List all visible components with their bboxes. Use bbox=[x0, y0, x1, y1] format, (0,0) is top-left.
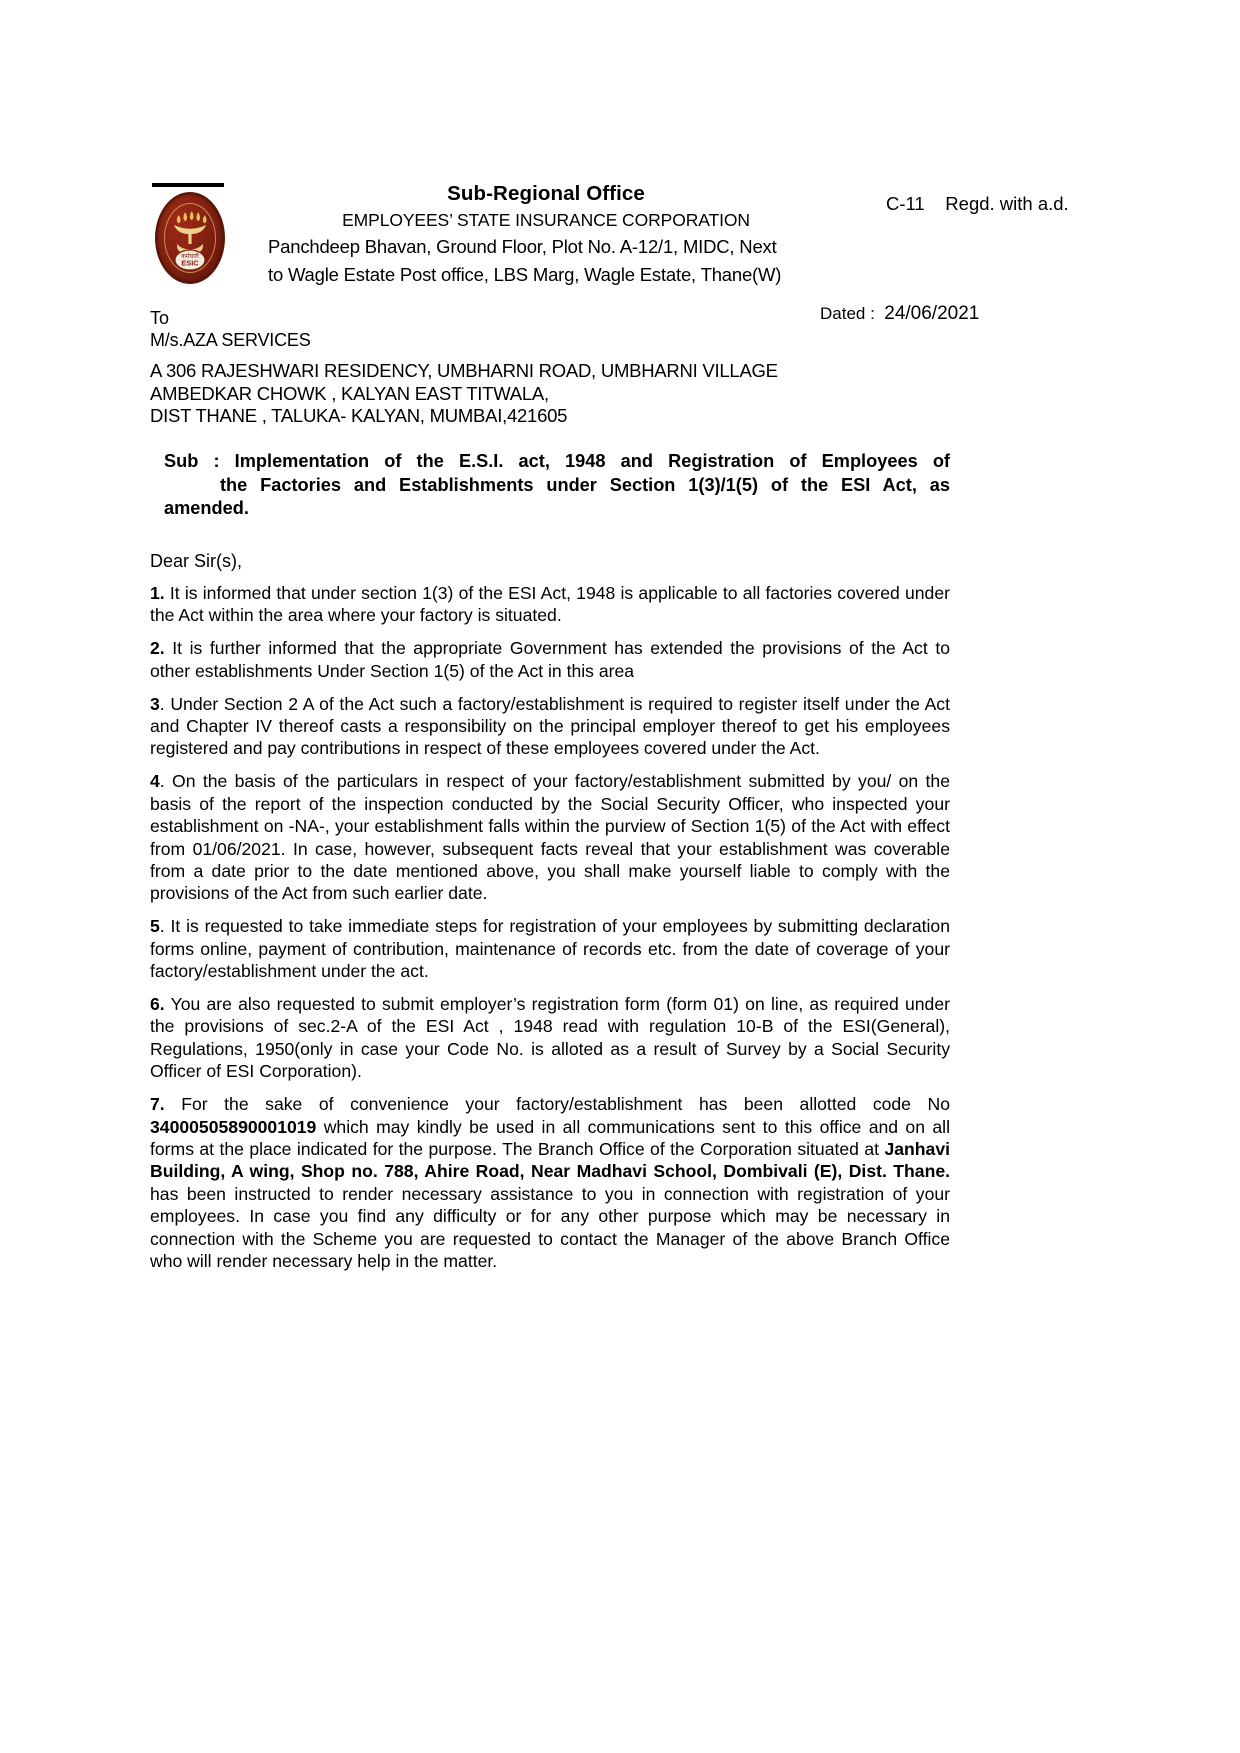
svg-text:ESIC: ESIC bbox=[181, 258, 199, 268]
paragraph-4 bbox=[150, 770, 950, 904]
subject-line-3: amended. bbox=[164, 498, 249, 518]
recipient-name: M/s.AZA SERVICES bbox=[150, 330, 311, 350]
recipient-address-line: A 306 RAJESHWARI RESIDENCY, UMBHARNI ROAD, UMBHARNI VILLAGE bbox=[150, 360, 778, 381]
subject-line-2: the Factories and Establishments under Section 1(3)/1(5) of the ESI Act, as bbox=[220, 474, 950, 495]
paragraph-text: . On the basis of the particulars in respect of your factory/establishment submitted by you/ on the basis of the report of the inspection conducted by the Social Security Officer, who inspected your establishment on -NA-, your establishment falls within the purview of Section 1(5) of the Act with effect from 01/06/2021. In case, however, subsequent facts reveal that your establishment was coverable from a date prior to the date mentioned above, you shall make yourself liable to comply with the provisions of the Act from such earlier date. bbox=[150, 771, 950, 904]
paragraph-7-part-2: which may kindly be used in all communications sent to this office and on all forms at the place indicated for the purpose. The Branch Office of the Corporation situated at bbox=[150, 1116, 950, 1159]
paragraph-5 bbox=[150, 915, 950, 982]
paragraph-number: 1. bbox=[150, 583, 165, 603]
esic-emblem-icon bbox=[155, 192, 225, 284]
organisation-name: EMPLOYEES’ STATE INSURANCE CORPORATION bbox=[342, 210, 750, 230]
letterhead-center bbox=[246, 180, 846, 289]
branch-office-address: Janhavi Building, A wing, Shop no. 788, Ahire Road, Near Madhavi School, Dombivali (E), Dist. Thane. bbox=[150, 1138, 950, 1182]
esic-logo bbox=[150, 180, 232, 292]
paragraph-number: 5 bbox=[150, 916, 160, 937]
subject-block bbox=[150, 450, 950, 521]
office-address-line-1: Panchdeep Bhavan, Ground Floor, Plot No. A-12/1, MIDC, Next bbox=[268, 236, 777, 257]
paragraph-text: . Under Section 2 A of the Act such a factory/establishment is required to register itself under the Act and Chapter IV thereof casts a responsibility on the principal employer thereof to get his employees registered and pay contributions in respect of these employees covered under the Act. bbox=[150, 693, 950, 759]
employer-code-number: 34000505890001019 bbox=[150, 1116, 317, 1137]
paragraph-text: . It is requested to take immediate steps for registration of your employees by submitting declaration forms online, payment of contribution, maintenance of records etc. from the date of coverage of your factory/establishment under the act. bbox=[150, 916, 950, 982]
letter-body bbox=[150, 582, 950, 1283]
recipient-address-line: DIST THANE , TALUKA- KALYAN, MUMBAI,421605 bbox=[150, 405, 568, 426]
paragraph-3 bbox=[150, 693, 950, 760]
office-title: Sub-Regional Office bbox=[447, 182, 645, 205]
paragraph-number: 3 bbox=[150, 693, 160, 714]
paragraph-number: 2. bbox=[150, 638, 165, 659]
letterhead-right bbox=[886, 191, 1069, 217]
to-label: To bbox=[150, 308, 170, 328]
dated-label: Dated : bbox=[820, 304, 875, 323]
dated-block bbox=[820, 302, 979, 326]
paragraph-7 bbox=[150, 1093, 950, 1272]
regd-note: Regd. with a.d. bbox=[945, 193, 1069, 214]
office-address-line-2: to Wagle Estate Post office, LBS Marg, Wagle Estate, Thane(W) bbox=[268, 264, 782, 285]
logo-top-rule bbox=[152, 183, 224, 187]
paragraph-2 bbox=[150, 637, 950, 682]
paragraph-1 bbox=[150, 582, 950, 627]
paragraph-number: 6. bbox=[150, 994, 165, 1014]
dated-value: 24/06/2021 bbox=[884, 303, 980, 324]
paragraph-text: It is informed that under section 1(3) of the ESI Act, 1948 is applicable to all factories covered under the Act within the area where your factory is situated. bbox=[150, 583, 950, 626]
paragraph-7-part-3: has been instructed to render necessary assistance to you in connection with registration of your employees. In case you find any difficulty or for any other purpose which may be necessary in connection with the Scheme you are requested to contact the Manager of the above Branch Office who will render necessary help in the matter. bbox=[150, 1183, 950, 1271]
subject-line-1: Sub : Implementation of the E.S.I. act, 1948 and Registration of Employees of bbox=[164, 451, 950, 471]
form-code: C-11 bbox=[886, 193, 925, 214]
paragraph-number: 4 bbox=[150, 771, 160, 792]
salutation: Dear Sir(s), bbox=[150, 551, 243, 571]
recipient-address-line: AMBEDKAR CHOWK , KALYAN EAST TITWALA, bbox=[150, 382, 549, 404]
emblem-lamp-icon bbox=[157, 194, 223, 282]
letterhead bbox=[150, 180, 1090, 295]
paragraph-text: You are also requested to submit employer’s registration form (form 01) on line, as required under the provisions of sec.2-A of the ESI Act , 1948 read with regulation 10-B of the ESI(General), Regulations, 1950(only in case your Code No. is alloted as a result of Survey by a Social Security Officer of ESI Corporation). bbox=[150, 994, 950, 1082]
paragraph-number: 7. bbox=[150, 1094, 165, 1115]
paragraph-text: It is further informed that the appropriate Government has extended the provisions of the Act to other establishments Under Section 1(5) of the Act in this area bbox=[150, 638, 950, 681]
paragraph-6 bbox=[150, 993, 950, 1083]
recipient-address bbox=[150, 360, 778, 428]
paragraph-7-part-1: For the sake of convenience your factory/establishment has been allotted code No bbox=[164, 1094, 950, 1115]
svg-text:कर्मचारी: कर्मचारी bbox=[181, 254, 199, 261]
